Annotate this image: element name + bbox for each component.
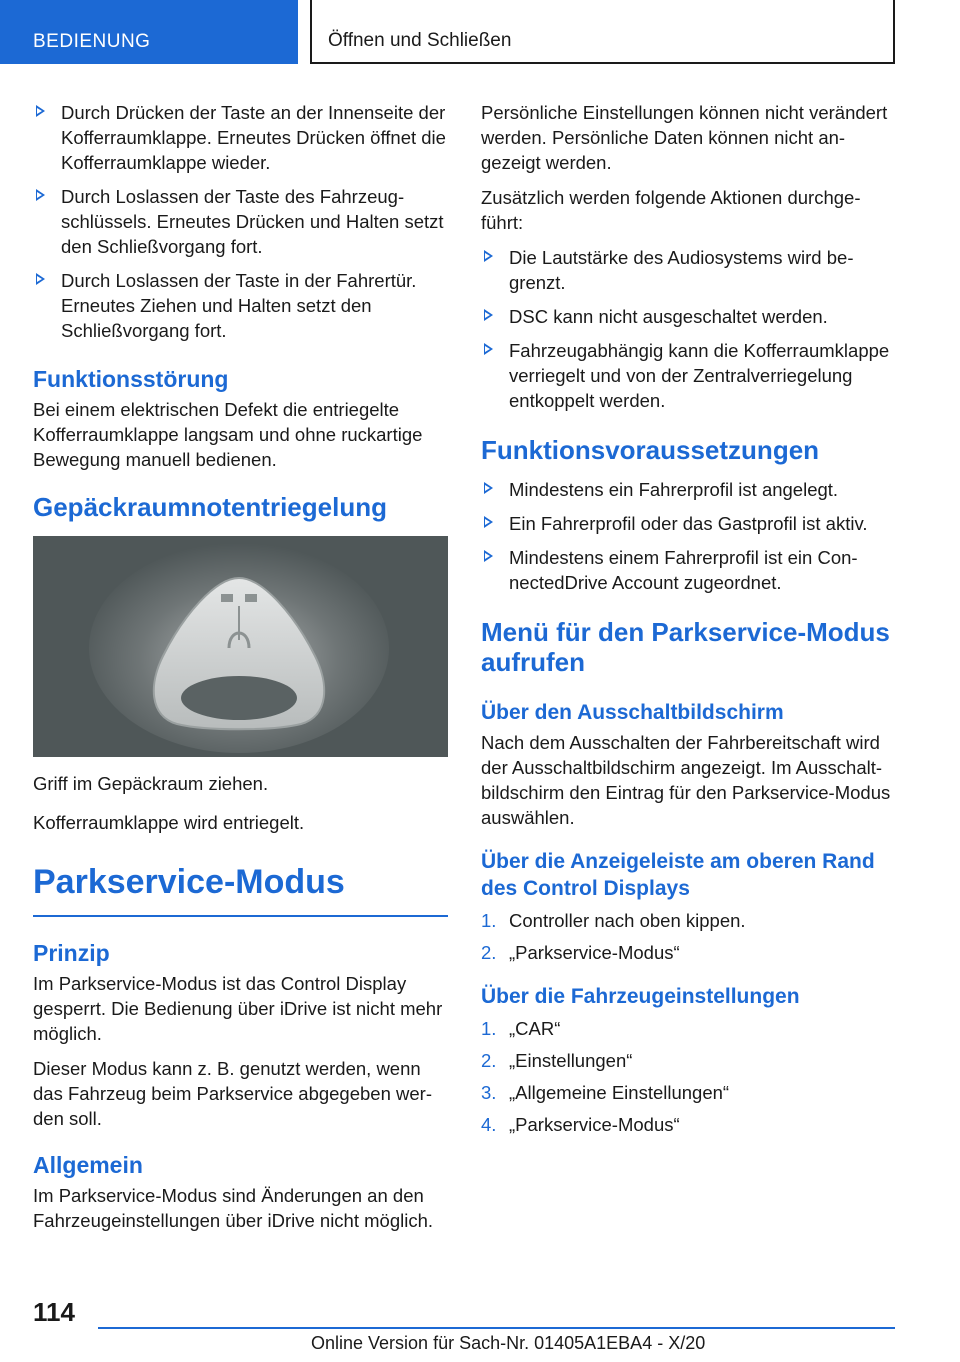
list-item: Mindestens ein Fahrerprofil ist angelegt. xyxy=(481,477,896,502)
steps-anzeigeleiste xyxy=(481,908,896,965)
list-item: Durch Drücken der Taste an der Innenseite der Kofferraumklappe. Erneutes Drücken öffnet die Kofferraumklappe wieder. xyxy=(33,100,448,175)
page-number: 114 xyxy=(33,1297,75,1327)
paragraph-entriegelt: Kofferraumklappe wird entriegelt. xyxy=(33,812,305,833)
bullet-list-voraussetzungen xyxy=(481,477,896,595)
heading-anzeigeleiste: Über die Anzeigeleiste am oberen Rand des Control Displays xyxy=(481,850,875,900)
paragraph-ausschalt: Nach dem Ausschalten der Fahrbereitschaft wird der Ausschaltbildschirm angezeigt. Im Ausschaltbildschirm den Eintrag für den Parkservice-Modus auswählen. xyxy=(481,732,891,828)
triangle-bullet-icon xyxy=(36,273,45,285)
handle-illustration xyxy=(33,536,448,757)
heading-funktionsvoraussetzungen: Funktionsvoraussetzungen xyxy=(481,435,820,465)
section-label: BEDIENUNG xyxy=(33,31,151,52)
trunk-release-handle-figure xyxy=(33,536,448,757)
list-item: Ein Fahrerprofil oder das Gastprofil ist aktiv. xyxy=(481,511,896,536)
step-item: 2. „Parkservice-Modus“ xyxy=(481,942,680,963)
triangle-bullet-icon xyxy=(484,309,493,321)
chapter-header xyxy=(310,0,895,64)
heading-menue-parkservice: Menü für den Parkservice-Modus aufrufen xyxy=(481,617,890,677)
steps-fahrzeugeinstellungen xyxy=(481,1016,896,1137)
triangle-bullet-icon xyxy=(36,189,45,201)
heading-allgemein: Allgemein xyxy=(33,1152,143,1178)
list-item: Durch Loslassen der Taste des Fahrzeugschlüssels. Erneutes Drücken und Halten setzt den Schließvorgang fort. xyxy=(33,184,448,259)
list-item: Die Lautstärke des Audiosystems wird begrenzt. xyxy=(481,245,896,295)
list-item: DSC kann nicht ausgeschaltet werden. xyxy=(481,304,896,329)
step-item: 3. „Allgemeine Einstellungen“ xyxy=(481,1082,730,1103)
paragraph-zusaetzlich: Zusätzlich werden folgende Aktionen durchgeführt: xyxy=(481,187,861,233)
step-item: 1. Controller nach oben kippen. xyxy=(481,910,746,931)
heading-funktionsstoerung: Funktionsstörung xyxy=(33,366,229,392)
paragraph-prinzip-1: Im Parkservice-Modus ist das Control Display gesperrt. Die Bedienung über iDrive ist nicht mehr möglich. xyxy=(33,973,443,1044)
triangle-bullet-icon xyxy=(484,250,493,262)
bullet-list-actions xyxy=(481,245,896,413)
heading-parkservice-modus: Parkservice-Modus xyxy=(33,861,448,917)
paragraph-stoerung: Bei einem elektrischen Defekt die entriegelte Kofferraumklappe langsam und ohne ruckartige Bewegung manuell bedienen. xyxy=(33,399,423,470)
right-column xyxy=(481,100,896,1144)
heading-prinzip: Prinzip xyxy=(33,940,110,966)
bullet-list-closing xyxy=(33,100,448,343)
heading-ausschaltbildschirm: Über den Ausschaltbildschirm xyxy=(481,701,784,724)
left-column xyxy=(33,100,448,1243)
footer-divider xyxy=(98,1327,895,1329)
paragraph-griff: Griff im Gepäckraum ziehen. xyxy=(33,773,269,794)
footer-version-text: Online Version für Sach-Nr. 01405A1EBA4 - X/20 xyxy=(311,1333,706,1353)
paragraph-persoenlich: Persönliche Einstellungen können nicht verändert werden. Persönliche Daten können nicht angezeigt werden. xyxy=(481,102,888,173)
triangle-bullet-icon xyxy=(484,550,493,562)
paragraph-prinzip-2: Dieser Modus kann z. B. genutzt werden, wenn das Fahrzeug beim Parkservice abgegeben werden soll. xyxy=(33,1058,432,1129)
heading-fahrzeugeinstellungen: Über die Fahrzeugeinstellungen xyxy=(481,985,800,1008)
step-item: 1. „CAR“ xyxy=(481,1018,561,1039)
triangle-bullet-icon xyxy=(484,482,493,494)
paragraph-allgemein: Im Parkservice-Modus sind Änderungen an den Fahrzeugeinstellungen über iDrive nicht möglich. xyxy=(33,1185,434,1231)
chapter-title: Öffnen und Schließen xyxy=(328,30,512,51)
list-item: Mindestens einem Fahrerprofil ist ein ConnectedDrive Account zugeordnet. xyxy=(481,545,896,595)
triangle-bullet-icon xyxy=(484,343,493,355)
section-tab xyxy=(0,0,298,64)
triangle-bullet-icon xyxy=(484,516,493,528)
heading-notentriegelung: Gepäckraumnotentriegelung xyxy=(33,492,387,522)
list-item: Fahrzeugabhängig kann die Kofferraumklappe verriegelt und von der Zentralverriegelung entkoppelt werden. xyxy=(481,338,896,413)
step-item: 2. „Einstellungen“ xyxy=(481,1050,633,1071)
triangle-bullet-icon xyxy=(36,105,45,117)
step-item: 4. „Parkservice-Modus“ xyxy=(481,1114,680,1135)
list-item: Durch Loslassen der Taste in der Fahrertür. Erneutes Ziehen und Halten setzt den Schließvorgang fort. xyxy=(33,268,448,343)
